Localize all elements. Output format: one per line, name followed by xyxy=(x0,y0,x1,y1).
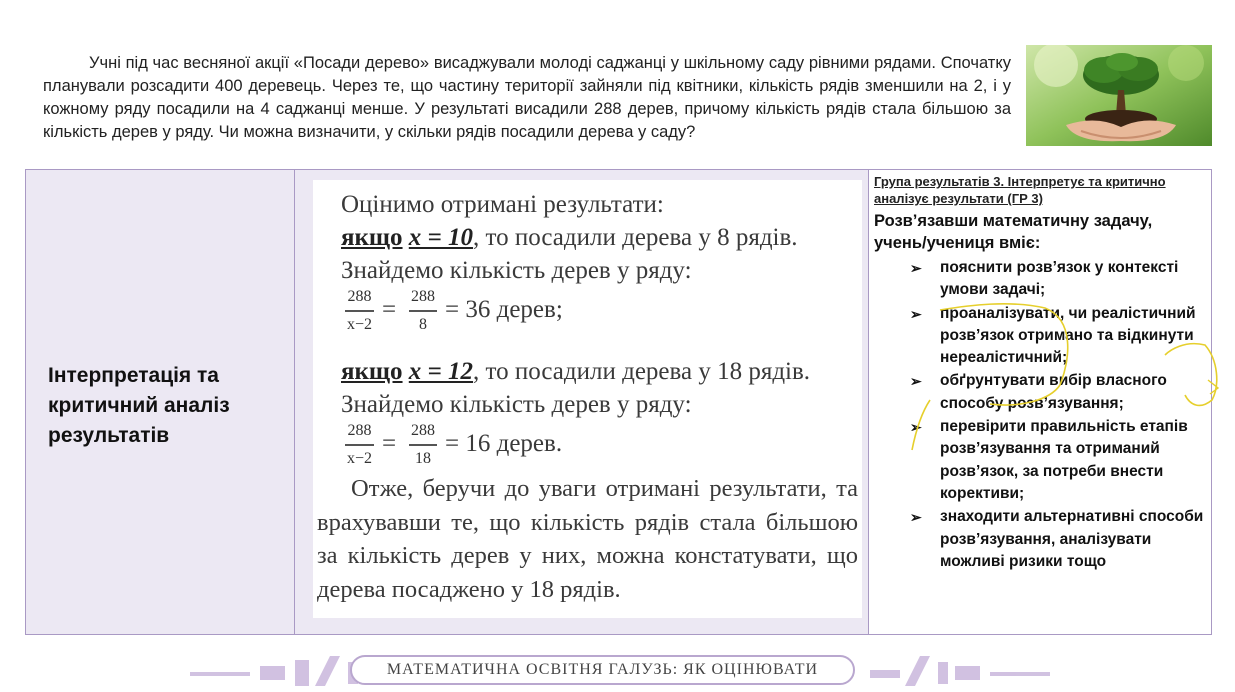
find1-line: Знайдемо кількість дерев у ряду: xyxy=(341,257,692,284)
results-group-intro: Розв’язавши математичну задачу, учень/учениця вміє: xyxy=(874,212,1153,252)
fraction-4 xyxy=(409,422,437,468)
fraction-4-denominator: 18 xyxy=(415,449,431,467)
arrow-bullet-icon: ➢ xyxy=(910,260,922,276)
list-item: ➢ проаналізувати, чи реалістичний розв’язок отримано та відкинути нереалістичний; xyxy=(910,304,1196,367)
case1-line xyxy=(341,223,798,253)
arrow-bullet-icon: ➢ xyxy=(910,373,922,390)
case2-rest: , то посадили дерева у 18 рядів. xyxy=(473,358,811,385)
fraction-4-numerator: 288 xyxy=(411,422,435,439)
case1-rest: , то посадили дерева у 8 рядів. xyxy=(473,224,798,251)
find2-line: Знайдемо кількість дерев у ряду: xyxy=(341,391,692,418)
solution-box xyxy=(313,180,862,618)
results-group-title: Група результатів 3. Інтерпретує та критично аналізує результати (ГР 3) xyxy=(874,174,1166,206)
arrow-bullet-icon: ➢ xyxy=(910,305,922,322)
list-item: ➢ знаходити альтернативні способи розв’язування, аналізувати можливі ризики тощо xyxy=(910,508,1204,570)
fraction-3-denominator: x−2 xyxy=(347,449,373,467)
tree-in-hands-photo xyxy=(1026,45,1212,146)
fraction-3-numerator: 288 xyxy=(347,422,372,439)
list-item: ➢ пояснити розв’язок у контексті умови задачі; xyxy=(910,259,1179,299)
row-label: Інтерпретація та критичний аналіз результатів xyxy=(48,364,230,447)
arrow-bullet-icon: ➢ xyxy=(910,419,922,436)
equals-sign-1: = xyxy=(382,296,397,323)
fraction-2-numerator: 288 xyxy=(411,288,435,305)
list-item: ➢ перевірити правильність етапів розв’язування та отриманий розв’язок, за потреби внести корективи; xyxy=(910,418,1188,502)
fraction-2 xyxy=(409,288,437,334)
fraction-3 xyxy=(345,422,374,468)
case1-condition: x = 10 xyxy=(408,224,474,251)
fraction-1-numerator: 288 xyxy=(347,288,372,305)
arrow-bullet-icon: ➢ xyxy=(910,509,922,526)
fraction-1-denominator: x−2 xyxy=(347,315,373,333)
conclusion-paragraph: Отже, беручи до уваги отримані результати, та врахувавши те, що кількість рядів стала більшою за кількість дерев у них, можна констатувати, що дерева посаджено у 18 рядів. xyxy=(317,475,858,603)
footer-banner: МАТЕМАТИЧНА ОСВІТНЯ ГАЛУЗЬ: ЯК ОЦІНЮВАТИ xyxy=(350,655,855,685)
case2-condition: x = 12 xyxy=(408,358,474,385)
fraction-1 xyxy=(345,288,374,334)
equals-sign-2: = xyxy=(382,430,397,457)
result-1: = 36 дерев; xyxy=(445,296,563,323)
fraction-2-denominator: 8 xyxy=(419,315,427,333)
case2-prefix: якщо xyxy=(341,358,403,385)
solution-heading: Оцінимо отримані результати: xyxy=(341,191,664,218)
skills-list xyxy=(910,257,1206,573)
case2-line xyxy=(341,357,810,387)
result-2: = 16 дерев. xyxy=(445,430,563,457)
problem-statement: Учні під час весняної акції «Посади дерево» висаджували молоді саджанці у шкільному саду рівними рядами. Спочатку планували розсадити 400 деревець. Через те, що частину території зайняли під квітники, кількість рядів зменшили на 2, і у кожному ряду посадили на 4 саджанці менше. У результаті висадили 288 дерев, причому кількість рядів стала більшою за кількість дерев у ряду. Чи можна визначити, у скільки рядів посадили дерева у саду? xyxy=(43,54,1011,141)
case1-prefix: якщо xyxy=(341,224,403,251)
list-item: ➢ обґрунтувати вибір власного способу розв’язування; xyxy=(910,372,1167,412)
